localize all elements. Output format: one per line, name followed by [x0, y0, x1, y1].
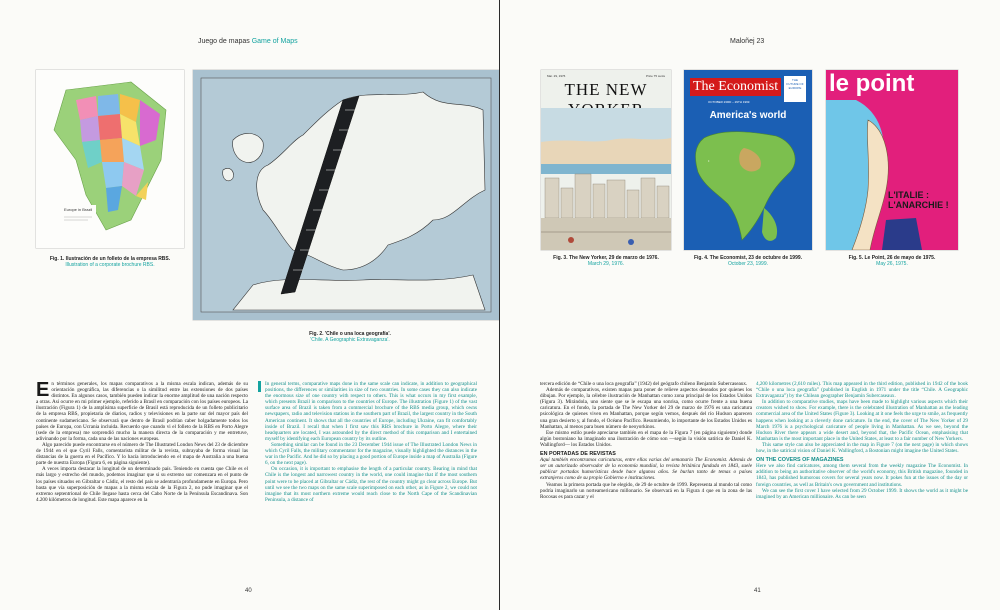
figure-1-map-caption: Europe in Brazil: [64, 207, 93, 212]
paragraph: Here we also find caricatures, among them several from the weekly magazine The Economist. In addition to being an authoritative observer of the world's economy, this British magazine, founded in 1843, has published humorous covers for several years now. It pokes fun at the issues of the day or foreign countries, as well as Britain's own government and institutions.: [756, 463, 968, 488]
column-left-english: [265, 381, 477, 503]
figure-1-caption: [36, 256, 184, 268]
section-heading-es: EN PORTADAS DE REVISTAS: [540, 451, 616, 458]
figure-4-caption-es: Fig. 4. The Economist, 23 de octubre de 1999.: [693, 255, 803, 261]
figure-5-caption-en: May 26, 1975.: [876, 261, 908, 267]
drop-cap: E: [36, 379, 50, 401]
figure-4-economist-cover: [684, 70, 812, 250]
teal-accent-bar: [258, 381, 261, 392]
paragraph: Ese mismo estilo puede apreciarse también en el mapa de la Figura 7 (en página siguiente) donde algún bostoniano ha imaginado una ilustración de cómo son —según la visión satírica de Daniel K. Wallingford— los Estados Unidos.: [540, 429, 752, 448]
figure-2-caption-es: Fig. 2. 'Chile o una loca geografía'.: [309, 331, 391, 337]
header-title-es: Juego de mapas: [198, 38, 250, 45]
paragraph: On occasion, it is important to emphasise the length of a particular country. Bearing in mind that Chile is the longest and narrowest country in the world, one could imagine that if the most southern point were to be placed at Gibraltar or Cádiz, the rest of the country might go clear across Europe. But until we see the two maps on the same scale superimposed on each other, as in Figure 2, we could not imagine that its most northern extreme would reach close to the North Cape of the Scandinavian Peninsula, a distance of: [265, 466, 477, 503]
new-yorker-top-line: [547, 74, 665, 78]
figure-5-caption: [826, 255, 958, 267]
figure-3-new-yorker-cover: [541, 70, 671, 250]
new-yorker-price: Price 75 cents: [645, 74, 665, 78]
figure-5-caption-es: Fig. 5. Le Point, 26 de mayo de 1975.: [848, 255, 936, 261]
paragraph: Veamos la primera portada que he elegido, de 29 de octubre de 1999. Representa al mundo tal como podría imaginarlo un norteamericano millonario. Se observará en la Figura 4 que en la zona de las Rocosas es para cazar y el: [540, 481, 752, 500]
paragraph: Something similar can be found in the 23 December 1944 issue of The Illustrated London News in which Cyril Falls, the military commentator for the magazine, visually highlighted the distances in the war in the Pacific. And he did so by placing a good portion of Europe inside a map of Australia (Figure 6, on the next page).: [265, 441, 478, 467]
paragraph: Además de comparativos, existen mapas para poner de relieve aspectos deseados por quienes los dibujan. Por ejemplo, la célebre ilustración de Manhattan como zona principal de los Estados Unidos (Figura 3). Mirándola, uno siente que se le escapa una sonrisa, como ocurre frente a una buena caricatura. En el fondo, la portada de The New Yorker del 29 de marzo de 1976 es una caricatura psicológica de quienes viven en Manhattan, porque según vemos, después del río Hudson aparecen una gran desierto y, al fondo, el Océano Pacífico. Resumiendo, lo importante de los Estados Unidos es Manhattan, al menos para buen número de neoyorkinos.: [540, 387, 752, 430]
paragraph: In addition to comparative studies, maps have been made to highlight various aspects which their creators wished to show. For example, there is the celebrated illustration of Manhattan as the leading commercial area of the United States (Figure 3). Looking at it one feels the urge to smile, as frequently happens when looking at a cleverly done caricature. In the end, the cover of The New Yorker of 29 March 1976 is a psychological caricature of people living in Manhattan. As we see, beyond the Hudson River there appears a wide desert and, beyond that, the Pacific Ocean, emphasising that Manhattan is the most important place in the United States, at least to a fair number of New Yorkers.: [756, 399, 968, 442]
running-header-right: Maloñej 23: [730, 38, 765, 45]
paragraph: tercera edición de “Chile o una loca geografía” (1942) del geógrafo chileno Benjamín Subercaseaux.: [540, 381, 748, 387]
page-number-right: 41: [754, 588, 761, 594]
paragraph: Algo parecido puede encontrarse en el número de The Illustrated London News del 23 de diciembre de 1944 en el que Cyril Falls, comentarista militar de la revista, subrayaba de forma visual las distancias de la guerra en el Pacífico. Y lo hacía introduciendo en el mapa de Australia a una buena parte de nuestra Europa (Figura 6, en página siguiente).: [36, 441, 248, 467]
running-header-left: [198, 38, 298, 45]
le-point-masthead: le point: [829, 70, 915, 97]
figure-3-caption: [541, 255, 671, 267]
column-right-spanish: [540, 381, 752, 500]
figure-2-caption-en: 'Chile. A Geographic Extravaganza'.: [310, 337, 390, 343]
new-yorker-date: Mar. 29, 1976: [547, 74, 566, 78]
figure-3-caption-es: Fig. 3. The New Yorker, 29 de marzo de 1976.: [553, 255, 659, 261]
economist-date: OCTOBER 23RD – 29TH 1999: [708, 100, 750, 104]
paragraph: 4,200 kilometres (2,610 miles). This map appeared in the third edition, published in 1942 of the book “Chile o una loca geografía” (published in English in 1971 under the title “Chile. A Geographic Extravaganza”) by the Chilean geographer Benjamín Subercaseaux.: [756, 381, 968, 400]
figure-1-caption-es: Fig. 1. Ilustración de un folleto de la empresa RBS.: [49, 256, 171, 262]
paragraph: This same style can also be appreciated in the map in Figure 7 (on the next page) in which shows how, in the satirical vision of Daniel K. Wallingford, a Bostonian might imagine the United States.: [756, 441, 968, 455]
figure-1-caption-en: Illustration of a corporate brochure RBS.: [65, 262, 155, 268]
paragraph: A veces importa destacar la longitud de un determinado país. Teniendo en cuenta que Chile es el más largo y estrecho del mundo, podemos imaginar que si su extremo sur comenzara en el punto de los países situados en Gibraltar o Cádiz, el resto del país se adentraría profundamente en Europa. Pero basta que vía superposición de mapas a la misma escala de la Figura 2, no pude imaginar que el extremo septentrional de Chile llegase hasta cerca del Cabo Norte de la Península Escandinava. Son 4.200 kilómetros de longitud. Este mapa aparece en la: [36, 466, 248, 503]
figure-2-chile-europe-map: [193, 70, 499, 320]
figure-1-brazil-europe-map: [36, 70, 184, 248]
column-right-english: [756, 381, 968, 500]
economist-masthead: The Economist: [690, 78, 781, 96]
figure-2-caption: [300, 331, 400, 343]
figure-5-le-point-cover: [826, 70, 958, 250]
svg-text:•: •: [708, 158, 710, 163]
figure-4-caption-en: October 23, 1999.: [727, 261, 769, 267]
economist-inset-box: THE FUTURE OF EUROPE: [784, 76, 806, 102]
right-page: [500, 0, 1000, 610]
paragraph: In general terms, comparative maps done in the same scale can indicate, in addition to geographical positions, the differences or similarities in size of two countries. In some cases they can also indicate the enormous size of one country with respect to others. This is what occurs in my first example, which presents Brazil in comparison to the countries of Europe. The illustration (Figure 1) of the vast surface area of Brazil is taken from a commercial brochure of the RBS media group, which owns newspapers, radio and television stations in the southern part of Brazil, the largest country in the South American continent. It shows that all the countries of Europe, including Ukraine, can fit comfortably inside of Brazil. I recall that when I first saw this RBS brochure in Porto Alegre, where their headquarters are located, I was astounded by the direct method of this comparison and I entertained myself by identifying each European country by its outline.: [265, 381, 477, 442]
column-left-spanish: [36, 381, 248, 503]
paragraph: n términos generales, los mapas comparativos a la misma escala indican, además de su orientación geográfica, las diferencias o la similitud entre las extensiones de dos países distintos. En algunos casos, también pueden indicar la enorme amplitud de una nación respecto a otras. Así ocurre en mi primer ejemplo, referido a Brasil en comparación con los países europeos. La ilustración (Figura 1) de la amplísima superficie de Brasil está reproducida de un folleto publicitario de la empresa RBS, propietaria de diarios, radios y televisiones en la parte sur del mayor país del continente sudamericano. Se observará que dentro de Brasil podrían caber holgadamente todos los países de Europa, con Ucrania incluida. Recuerdo que cuando vi el folleto de la RBS en Porto Alegre (sede de la empresa) me sorprendió mucho la manera directa de la comparación y me entretuve, adivinando por la forma, cada una de las naciones europeas.: [36, 381, 248, 442]
figure-3-caption-en: March 29, 1976.: [587, 261, 625, 267]
paragraph: Aquí también encontramos caricaturas, entre ellas varias del semanario The Economist. Además de ser un autorizado observador de la economía mundial, la revista británica fundada en 1843, suele publicar portadas humorísticas desde hace algunos años. Se burlan tanto de temas o países extranjeros como de su propio Gobierno e instituciones.: [540, 457, 752, 482]
new-yorker-masthead: THE NEW: [564, 80, 648, 99]
figure-4-caption: [684, 255, 812, 267]
le-point-subtitle: L'ITALIE : L'ANARCHIE !: [888, 190, 949, 210]
page-number-left: 40: [245, 588, 252, 594]
paragraph: We can see the first cover I have selected from 29 October 1999. It shows the world as it might be imagined by an American millionaire. As can be seen: [756, 487, 968, 500]
economist-headline: America's world: [709, 110, 787, 121]
section-heading-en: ON THE COVERS OF MAGAZINES: [756, 457, 844, 464]
header-title-en: Game of Maps: [251, 38, 298, 45]
